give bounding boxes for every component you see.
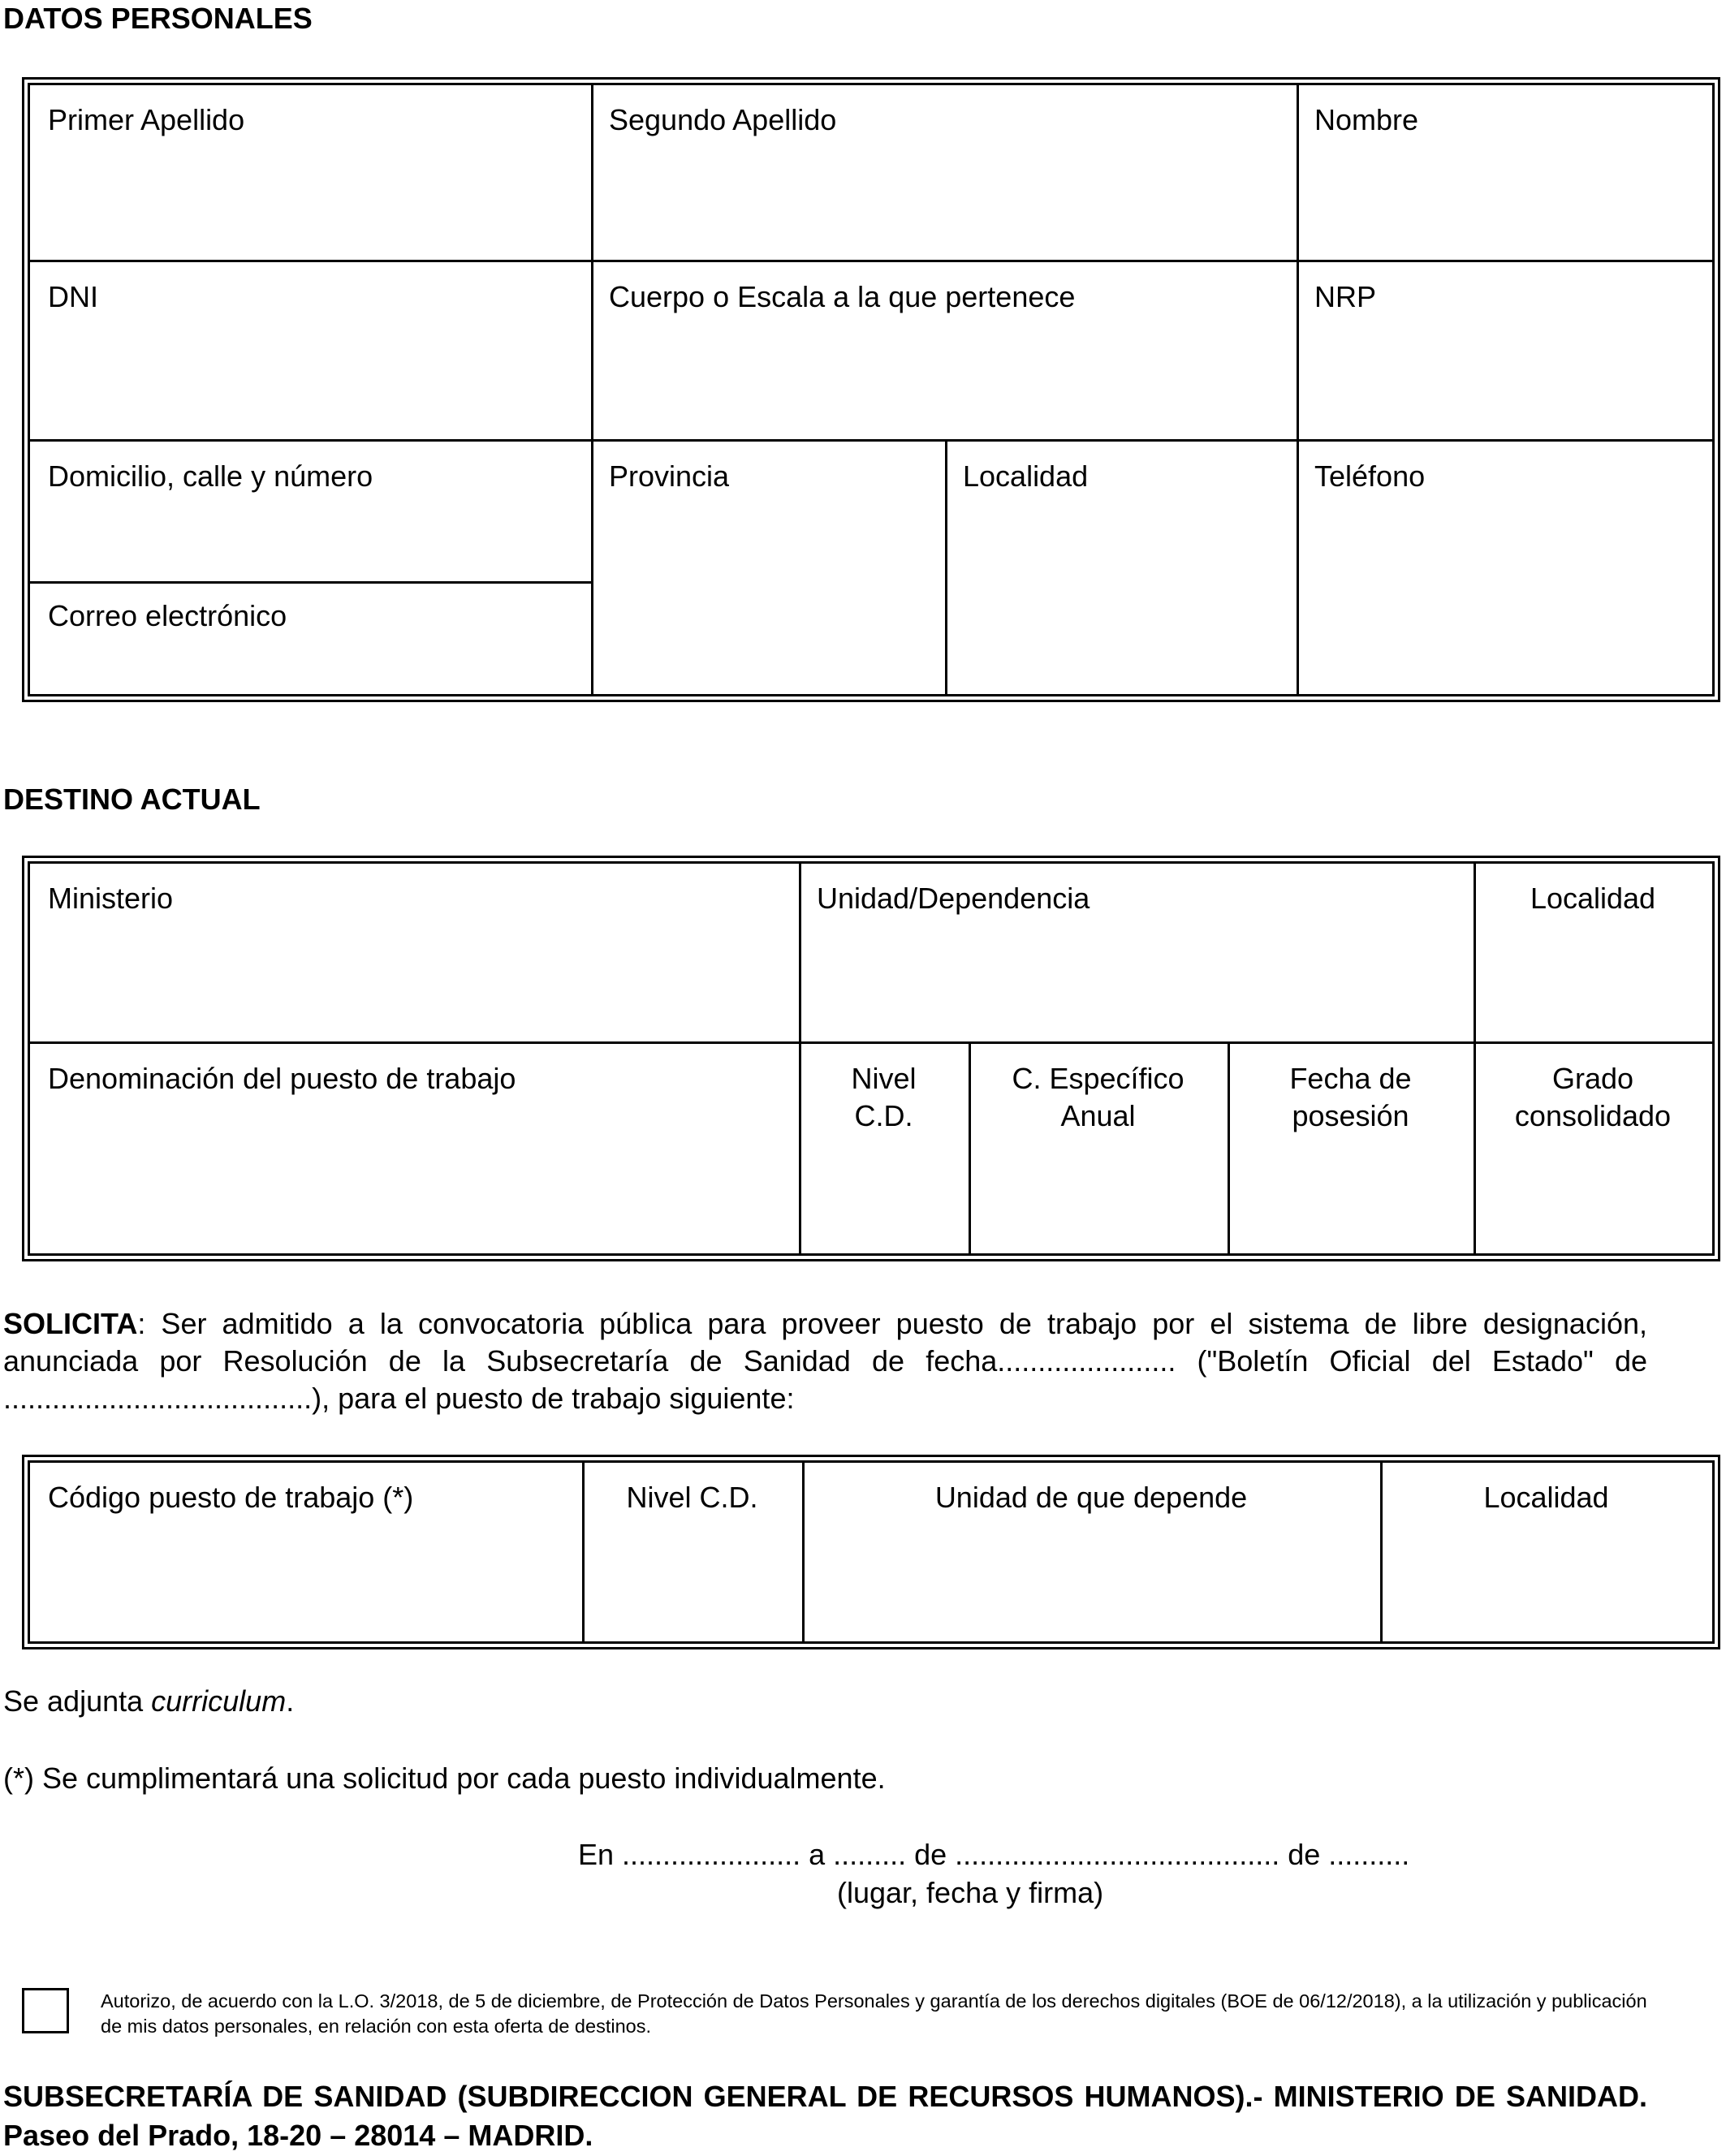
field-label: Cuerpo o Escala a la que pertenece	[609, 280, 1076, 313]
field-label: Provincia	[609, 459, 730, 493]
consent-text: Autorizo, de acuerdo con la L.O. 3/2018, de 5 de diciembre, de Protección de Datos Personales y garantía de los derechos digitales (BOE de 06/12/2018), a la utilización y publicación de mis datos personales, en relación con esta oferta de destinos.	[101, 1990, 1647, 2037]
field-telefono[interactable]	[1297, 442, 1712, 694]
field-localidad-destino[interactable]	[1474, 864, 1712, 1044]
field-nrp[interactable]	[1297, 262, 1712, 442]
field-label: Nivel C.D.	[626, 1481, 758, 1514]
field-label: Localidad	[963, 459, 1089, 493]
field-fecha-posesion[interactable]	[1228, 1044, 1476, 1253]
field-dni[interactable]	[30, 262, 593, 442]
field-nombre[interactable]	[1297, 85, 1712, 262]
field-nivel-cd-puesto[interactable]	[582, 1463, 805, 1641]
field-label: Segundo Apellido	[609, 103, 837, 136]
field-unidad-depende[interactable]	[802, 1463, 1383, 1641]
field-label: Nivel	[851, 1062, 917, 1095]
field-ministerio[interactable]	[30, 864, 801, 1044]
adjunta-prefix: Se adjunta	[3, 1684, 152, 1718]
field-label: C.D.	[854, 1099, 913, 1132]
field-label: posesión	[1292, 1099, 1409, 1132]
field-label: Denominación del puesto de trabajo	[48, 1062, 516, 1095]
field-label: NRP	[1314, 280, 1377, 313]
field-label: Ministerio	[48, 882, 174, 915]
field-grado-consolidado[interactable]	[1474, 1044, 1712, 1253]
field-localidad-puesto[interactable]	[1380, 1463, 1712, 1641]
footer-address: SUBSECRETARÍA DE SANIDAD (SUBDIRECCION GENERAL DE RECURSOS HUMANOS).- MINISTERIO DE SANIDAD. Paseo del Prado, 18-20 – 28014 – MADRID.	[3, 2080, 1647, 2152]
adjunta-curriculum	[3, 1684, 294, 1718]
solicita-text: : Ser admitido a la convocatoria pública para proveer puesto de trabajo por el sistema de libre designación, anunciada por Resolución de la Subsecretaría de Sanidad de fecha...................... ("Boletín Oficial del Estado" de ......................................), para el puesto de trabajo siguiente:	[3, 1307, 1647, 1415]
field-label: Domicilio, calle y número	[48, 459, 373, 493]
datos-personales-table	[28, 83, 1715, 696]
firma-line: En ...................... a ......... de ........................................ de ..........	[578, 1838, 1410, 1871]
field-localidad[interactable]	[945, 442, 1299, 694]
nota-asterisco: (*) Se cumplimentará una solicitud por cada puesto individualmente.	[3, 1761, 886, 1795]
field-nivel-cd[interactable]	[799, 1044, 971, 1253]
field-label: Nombre	[1314, 103, 1419, 136]
field-label: Grado	[1551, 1062, 1634, 1095]
field-label: Código puesto de trabajo (*)	[48, 1481, 414, 1514]
field-label: DNI	[48, 280, 98, 313]
field-unidad-dependencia[interactable]	[799, 864, 1476, 1044]
field-label: Anual	[1060, 1099, 1136, 1132]
field-label: Primer Apellido	[48, 103, 245, 136]
solicita-paragraph	[3, 1305, 1647, 1417]
field-provincia[interactable]	[591, 442, 947, 694]
field-label: Fecha de	[1289, 1062, 1412, 1095]
field-denominacion-puesto[interactable]	[30, 1044, 801, 1253]
field-label: C. Específico	[1012, 1062, 1184, 1095]
field-label: Teléfono	[1314, 459, 1426, 493]
field-cuerpo-escala[interactable]	[591, 262, 1299, 442]
field-label: Localidad	[1530, 882, 1656, 915]
solicita-label: SOLICITA	[3, 1307, 138, 1340]
destino-actual-table	[28, 861, 1715, 1256]
adjunta-suffix: .	[286, 1684, 295, 1718]
field-codigo-puesto[interactable]	[30, 1463, 585, 1641]
section-heading-destino-actual: DESTINO ACTUAL	[3, 783, 261, 816]
field-segundo-apellido[interactable]	[591, 85, 1299, 262]
consent-checkbox[interactable]	[22, 1988, 69, 2033]
field-label: Correo electrónico	[48, 599, 287, 632]
field-domicilio[interactable]	[30, 442, 593, 584]
adjunta-italic: curriculum	[151, 1684, 287, 1718]
firma-caption: (lugar, fecha y firma)	[837, 1876, 1104, 1909]
field-primer-apellido[interactable]	[30, 85, 593, 262]
section-heading-datos-personales: DATOS PERSONALES	[3, 2, 313, 35]
field-label: Localidad	[1483, 1481, 1609, 1514]
field-label: consolidado	[1514, 1099, 1672, 1132]
field-complemento-especifico[interactable]	[969, 1044, 1230, 1253]
puesto-table	[28, 1460, 1715, 1644]
field-label: Unidad de que depende	[934, 1481, 1248, 1514]
field-label: Unidad/Dependencia	[817, 882, 1090, 915]
field-correo[interactable]	[30, 581, 593, 694]
